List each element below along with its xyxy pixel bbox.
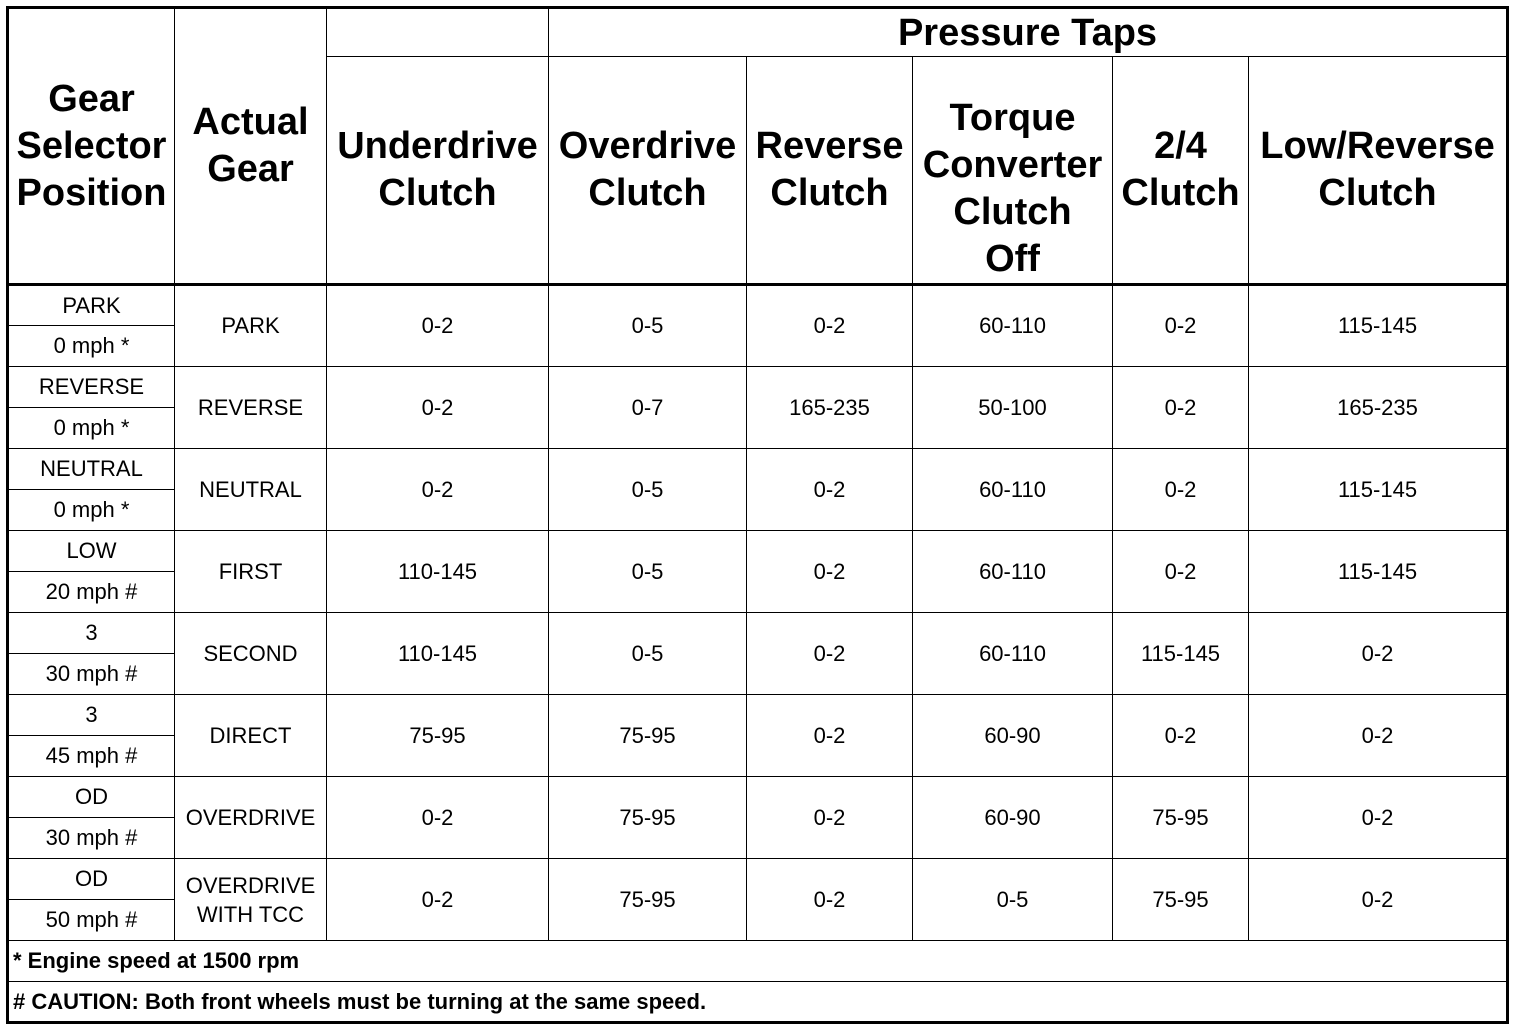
pressure-value-cell: 165-235 — [1249, 367, 1508, 449]
header-gear-selector-position — [8, 8, 175, 285]
pressure-value-cell: 0-5 — [549, 613, 747, 695]
pressure-value-cell: 115-145 — [1249, 449, 1508, 531]
selector-position-cell: NEUTRAL — [8, 449, 175, 490]
pressure-value-cell: 0-2 — [1113, 695, 1249, 777]
pressure-value-cell: 0-5 — [549, 449, 747, 531]
pressure-value-cell: 75-95 — [549, 695, 747, 777]
selector-position-cell: 3 — [8, 613, 175, 654]
header-tap-column — [913, 57, 1113, 285]
pressure-value-cell: 165-235 — [747, 367, 913, 449]
vehicle-speed-cell: 0 mph * — [8, 326, 175, 367]
pressure-table — [6, 6, 1509, 1024]
table-row — [8, 531, 1508, 572]
selector-position-cell: LOW — [8, 531, 175, 572]
header-line: Reverse — [755, 125, 904, 167]
gear-line: FIRST — [218, 558, 283, 584]
vehicle-speed-cell: 0 mph * — [8, 490, 175, 531]
pressure-value-cell: 0-2 — [327, 285, 549, 367]
pressure-value-cell: 60-110 — [913, 449, 1113, 531]
selector-position-cell: OD — [8, 777, 175, 818]
pressure-value-cell: 0-2 — [327, 449, 549, 531]
table-row — [8, 367, 1508, 408]
pressure-value-cell: 0-2 — [1113, 285, 1249, 367]
footnote-row — [8, 982, 1508, 1023]
table-row — [8, 695, 1508, 736]
pressure-value-cell: 0-2 — [327, 859, 549, 941]
pressure-value-cell: 0-2 — [1113, 531, 1249, 613]
gear-line: OVERDRIVE — [185, 804, 316, 830]
actual-gear-cell — [175, 531, 327, 613]
vehicle-speed-cell: 45 mph # — [8, 736, 175, 777]
header-line: Selector — [16, 124, 167, 167]
gear-line: DIRECT — [209, 722, 292, 748]
gear-line: NEUTRAL — [199, 476, 302, 502]
header-line: Underdrive — [337, 125, 538, 167]
pressure-value-cell: 0-2 — [747, 777, 913, 859]
actual-gear-cell — [175, 285, 327, 367]
header-line: Actual — [192, 101, 309, 143]
header-tap-column — [1249, 57, 1508, 285]
pressure-value-cell: 0-2 — [747, 449, 913, 531]
pressure-value-cell: 0-2 — [747, 285, 913, 367]
pressure-value-cell: 0-2 — [1113, 449, 1249, 531]
header-line: Converter — [922, 144, 1103, 186]
vehicle-speed-cell: 0 mph * — [8, 408, 175, 449]
header-tap-column — [549, 57, 747, 285]
pressure-value-cell: 60-110 — [913, 613, 1113, 695]
header-tap-column — [747, 57, 913, 285]
footnote: # CAUTION: Both front wheels must be turning at the same speed. — [8, 982, 1508, 1023]
pressure-value-cell: 60-90 — [913, 777, 1113, 859]
header-line: Position — [16, 171, 167, 214]
pressure-value-cell: 0-2 — [747, 613, 913, 695]
pressure-value-cell: 50-100 — [913, 367, 1113, 449]
pressure-test-chart — [6, 6, 1506, 1014]
selector-position-cell: PARK — [8, 285, 175, 326]
pressure-value-cell: 0-2 — [1249, 859, 1508, 941]
gear-line: PARK — [221, 313, 280, 338]
header-line: Clutch — [953, 191, 1072, 233]
header-line: Gear — [48, 77, 135, 120]
pressure-value-cell: 110-145 — [327, 531, 549, 613]
pressure-value-cell: 60-110 — [913, 531, 1113, 613]
actual-gear-cell — [175, 777, 327, 859]
gear-line: REVERSE — [197, 394, 304, 420]
pressure-value-cell: 75-95 — [549, 859, 747, 941]
table-row — [8, 613, 1508, 654]
header-line: Clutch — [1121, 172, 1240, 214]
pressure-value-cell: 0-2 — [1249, 695, 1508, 777]
pressure-value-cell: 0-5 — [549, 531, 747, 613]
gear-line: OVERDRIVE — [185, 872, 316, 898]
pressure-value-cell: 0-7 — [549, 367, 747, 449]
actual-gear-cell — [175, 449, 327, 531]
pressure-value-cell: 115-145 — [1113, 613, 1249, 695]
header-tap-column — [1113, 57, 1249, 285]
header-pressure-taps: Pressure Taps — [549, 8, 1508, 57]
header-tap-column — [327, 57, 549, 285]
pressure-value-cell: 0-5 — [913, 859, 1113, 941]
header-line: Low/Reverse — [1260, 125, 1495, 167]
footnote-row — [8, 941, 1508, 982]
header-line: Clutch — [588, 172, 707, 214]
pressure-value-cell: 0-2 — [747, 531, 913, 613]
pressure-value-cell: 0-2 — [747, 859, 913, 941]
actual-gear-cell — [175, 367, 327, 449]
footnote: * Engine speed at 1500 rpm — [8, 941, 1508, 982]
selector-position-cell: REVERSE — [8, 367, 175, 408]
vehicle-speed-cell: 20 mph # — [8, 572, 175, 613]
header-line: Off — [985, 238, 1040, 280]
header-line: 2/4 — [1154, 125, 1207, 167]
vehicle-speed-cell: 30 mph # — [8, 654, 175, 695]
header-line: Clutch — [378, 172, 497, 214]
pressure-value-cell: 110-145 — [327, 613, 549, 695]
gear-line: SECOND — [203, 640, 298, 666]
header-line: Torque — [949, 97, 1076, 139]
gear-line: WITH TCC — [196, 901, 305, 927]
pressure-value-cell: 60-110 — [913, 285, 1113, 367]
pressure-value-cell: 0-2 — [327, 367, 549, 449]
selector-position-cell: 3 — [8, 695, 175, 736]
table-row — [8, 449, 1508, 490]
selector-position-cell: OD — [8, 859, 175, 900]
pressure-value-cell: 0-2 — [1113, 367, 1249, 449]
pressure-value-cell: 75-95 — [327, 695, 549, 777]
header-line: Clutch — [1318, 172, 1437, 214]
pressure-value-cell: 75-95 — [1113, 777, 1249, 859]
actual-gear-cell — [175, 613, 327, 695]
actual-gear-cell — [175, 695, 327, 777]
pressure-value-cell: 0-5 — [549, 285, 747, 367]
header-line: Gear — [207, 148, 294, 190]
pressure-value-cell: 115-145 — [1249, 285, 1508, 367]
pressure-value-cell: 75-95 — [549, 777, 747, 859]
vehicle-speed-cell: 30 mph # — [8, 818, 175, 859]
header-line: Overdrive — [558, 125, 737, 167]
table-row — [8, 285, 1508, 326]
pressure-value-cell: 0-2 — [1249, 777, 1508, 859]
pressure-value-cell: 75-95 — [1113, 859, 1249, 941]
actual-gear-cell — [175, 859, 327, 941]
pressure-value-cell: 115-145 — [1249, 531, 1508, 613]
table-row — [8, 859, 1508, 900]
pressure-value-cell: 0-2 — [1249, 613, 1508, 695]
table-row — [8, 777, 1508, 818]
pressure-value-cell: 0-2 — [327, 777, 549, 859]
pressure-value-cell: 60-90 — [913, 695, 1113, 777]
header-line: Clutch — [770, 172, 889, 214]
header-blank-cell — [327, 8, 549, 57]
pressure-value-cell: 0-2 — [747, 695, 913, 777]
vehicle-speed-cell: 50 mph # — [8, 900, 175, 941]
header-actual-gear — [175, 8, 327, 285]
